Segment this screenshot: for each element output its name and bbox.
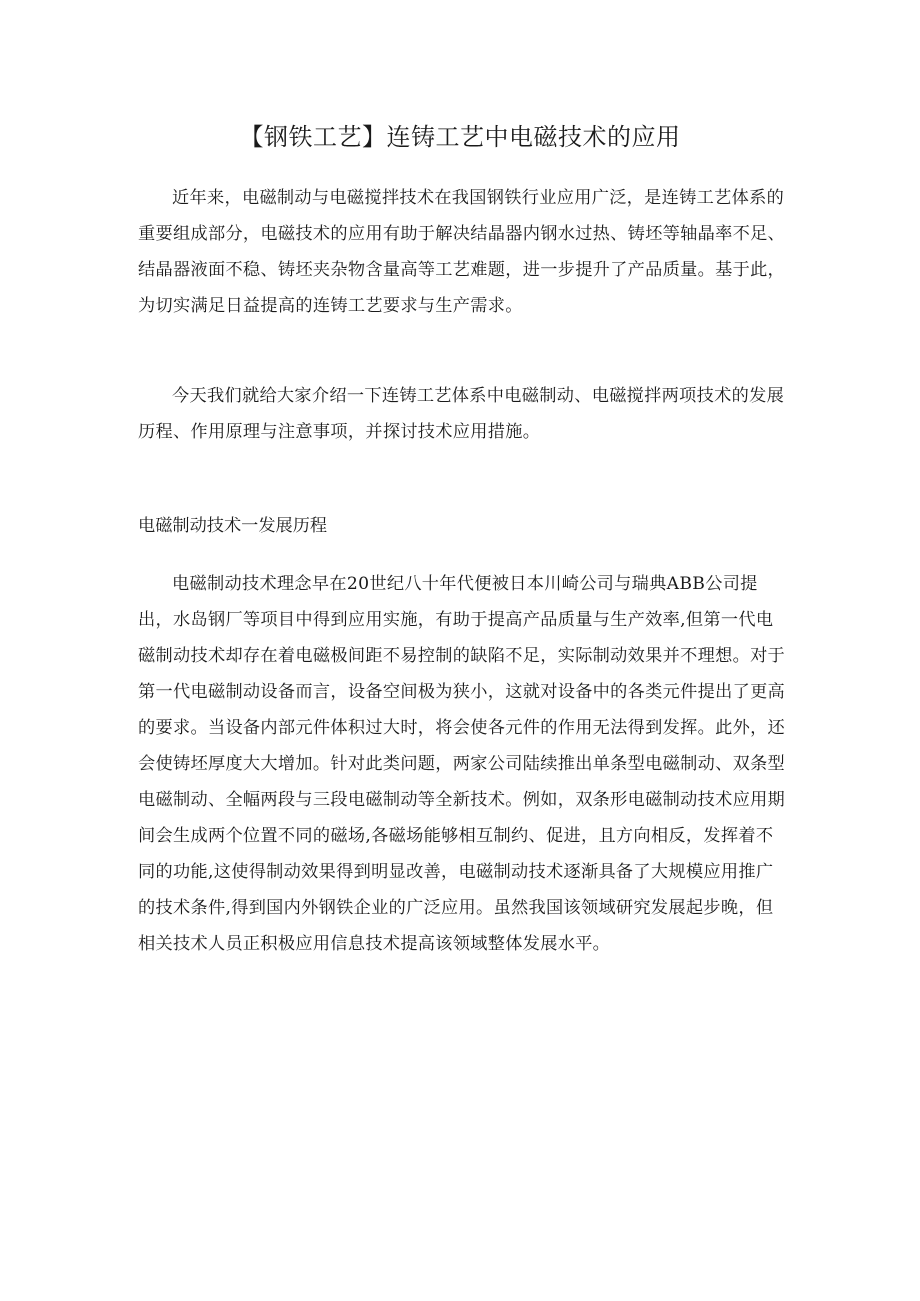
section-heading: 电磁制动技术一发展历程 (138, 516, 328, 536)
section-paragraph: 电磁制动技术理念早在20世纪八十年代便被日本川崎公司与瑞典ABB公司提出，水岛钢厂等项目中得到应用实施，有助于提高产品质量与生产效率,但第一代电磁制动技术却存在着电磁极间距不易控制的缺陷不足，实际制动效果并不理想。对于第一代电磁制动设备而言，设备空间极为狭小，这就对设备中的各类元件提出了更高的要求。当设备内部元件体积过大时，将会使各元件的作用无法得到发挥。此外，还会使铸坯厚度大大增加。针对此类问题，两家公司陆续推出单条型电磁制动、双条型电磁制动、全幅两段与三段电磁制动等全新技术。例如，双条形电磁制动技术应用期间会生成两个位置不同的磁场,各磁场能够相互制约、促进，且方向相反，发挥着不同的功能,这使得制动效果得到明显改善，电磁制动技术逐渐具备了大规模应用推广的技术条件,得到国内外钢铁企业的广泛应用。虽然我国该领域研究发展起步晚，但相关技术人员正积极应用信息技术提高该领域整体发展水平。 (138, 574, 786, 954)
overview-paragraph: 今天我们就给大家介绍一下连铸工艺体系中电磁制动、电磁搅拌两项技术的发展历程、作用原理与注意事项，并探讨技术应用措施。 (138, 386, 785, 442)
intro-paragraph: 近年来，电磁制动与电磁搅拌技术在我国钢铁行业应用广泛，是连铸工艺体系的重要组成部分，电磁技术的应用有助于解决结晶器内钢水过热、铸坯等轴晶率不足、结晶器液面不稳、铸坯夹杂物含量高等工艺难题，进一步提升了产品质量。基于此，为切实满足日益提高的连铸工艺要求与生产需求。 (138, 188, 786, 316)
document-title: 【钢铁工艺】连铸工艺中电磁技术的应用 (239, 123, 681, 151)
